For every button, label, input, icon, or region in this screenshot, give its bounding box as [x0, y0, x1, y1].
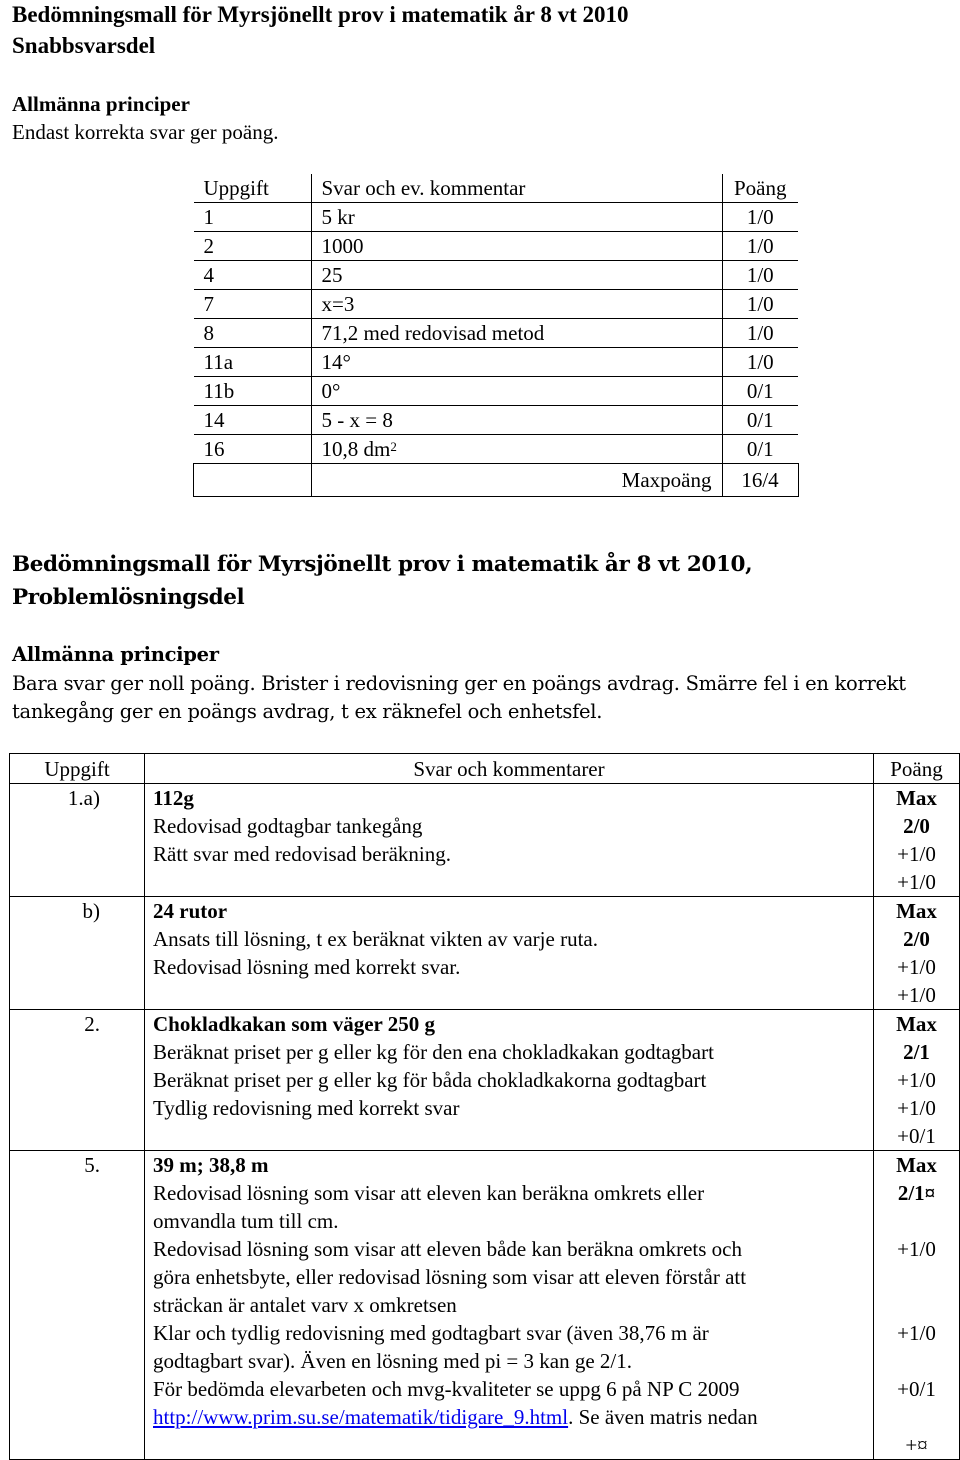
criterion-points: +1/0 — [897, 955, 936, 979]
answer-text: 112g — [153, 786, 194, 810]
section1-principles-text: Endast korrekta svar ger poäng. — [12, 120, 279, 144]
criterion-text: Ansats till lösning, t ex beräknat vikten av varje ruta. — [153, 927, 598, 951]
criterion-points: +1/0 — [897, 1068, 936, 1092]
answer-cell: 5 - x = 8 — [311, 406, 722, 435]
points-cell: 0/1 — [722, 377, 798, 406]
section1-title-line2: Snabbsvarsdel — [12, 33, 156, 58]
table-header-row — [194, 174, 799, 203]
answer-cell: x=3 — [311, 290, 722, 319]
criterion-text: omvandla tum till cm. — [153, 1209, 339, 1233]
task-cell: 11a — [194, 348, 312, 377]
criterion-points: +1/0 — [897, 842, 936, 866]
points-cell: 1/0 — [722, 203, 798, 232]
problem-solving-table — [9, 753, 960, 1460]
table-total-row — [194, 464, 799, 497]
task-cell: 1.a) — [10, 784, 145, 897]
criterion-points: +0/1 — [897, 1124, 936, 1148]
empty-cell — [194, 464, 312, 497]
points-cell: 0/1 — [722, 406, 798, 435]
section2-principles-heading: Allmänna principer — [12, 643, 219, 666]
task-cell: 4 — [194, 261, 312, 290]
criterion-points: +0/1 — [897, 1377, 936, 1401]
table-row — [10, 1151, 960, 1460]
section2-principles-line2: tankegång ger en poängs avdrag, t ex räknefel och enhetsfel. — [12, 700, 603, 723]
table-row — [194, 348, 799, 377]
answer-cell — [145, 1151, 874, 1460]
criterion-text: Beräknat priset per g eller kg för båda chokladkakorna godtagbart — [153, 1068, 707, 1092]
spacer — [882, 1347, 951, 1375]
points-cell — [874, 784, 960, 897]
points-cell: 1/0 — [722, 348, 798, 377]
points-cell: 1/0 — [722, 232, 798, 261]
header-answer: Svar och kommentarer — [145, 754, 874, 784]
criterion-text: Redovisad lösning som visar att eleven både kan beräkna omkrets och — [153, 1237, 743, 1261]
criterion-text: Klar och tydlig redovisning med godtagbart svar (även 38,76 m är — [153, 1321, 709, 1345]
header-task: Uppgift — [10, 754, 145, 784]
table-row — [194, 377, 799, 406]
header-points: Poäng — [874, 754, 960, 784]
points-cell: 1/0 — [722, 261, 798, 290]
answer-cell — [145, 1010, 874, 1151]
answer-text: 24 rutor — [153, 899, 228, 923]
task-cell: 11b — [194, 377, 312, 406]
points-cell — [874, 897, 960, 1010]
section1-principles-heading: Allmänna principer — [12, 92, 190, 116]
max-points: Max 2/1 — [896, 1012, 937, 1064]
header-answer: Svar och ev. kommentar — [311, 174, 722, 203]
table-header-row — [10, 754, 960, 784]
criterion-text: Redovisad lösning med korrekt svar. — [153, 955, 461, 979]
answer-cell — [311, 435, 722, 464]
superscript-exponent: 2 — [390, 438, 397, 454]
criterion-text: göra enhetsbyte, eller redovisad lösning som visar att eleven förstår att — [153, 1265, 747, 1289]
max-value: 16/4 — [722, 464, 798, 497]
max-points: Max 2/0 — [896, 899, 937, 951]
criterion-text: Redovisad godtagbar tankegång — [153, 814, 423, 838]
criterion-text: sträckan är antalet varv x omkretsen — [153, 1293, 457, 1317]
max-points: Max 2/1¤ — [896, 1153, 937, 1205]
quick-answer-table — [193, 174, 799, 497]
criterion-points: +1/0 — [897, 870, 936, 894]
header-points: Poäng — [722, 174, 798, 203]
points-cell: 0/1 — [722, 435, 798, 464]
answer-cell: 5 kr — [311, 203, 722, 232]
task-cell: 2 — [194, 232, 312, 261]
table-row — [194, 232, 799, 261]
table-row — [10, 1010, 960, 1151]
spacer — [882, 1207, 951, 1235]
table-row — [10, 784, 960, 897]
spacer — [882, 1291, 951, 1319]
task-cell: 7 — [194, 290, 312, 319]
answer-cell: 71,2 med redovisad metod — [311, 319, 722, 348]
criterion-text-tail: . Se även matris nedan — [568, 1405, 758, 1429]
answer-cell: 25 — [311, 261, 722, 290]
points-cell — [874, 1010, 960, 1151]
table-row — [194, 406, 799, 435]
section1-title-line1: Bedömningsmall för Myrsjönellt prov i matematik år 8 vt 2010 — [12, 2, 629, 27]
answer-cell — [145, 784, 874, 897]
spacer — [882, 1263, 951, 1291]
task-cell: b) — [10, 897, 145, 1010]
section2-principles-line1: Bara svar ger noll poäng. Brister i redovisning ger en poängs avdrag. Smärre fel i en korrekt — [12, 672, 906, 695]
points-cell — [874, 1151, 960, 1460]
task-cell: 14 — [194, 406, 312, 435]
criterion-text: Beräknat priset per g eller kg för den ena chokladkakan godtagbart — [153, 1040, 714, 1064]
answer-cell: 1000 — [311, 232, 722, 261]
task-cell: 2. — [10, 1010, 145, 1151]
answer-cell: 14° — [311, 348, 722, 377]
table-row — [194, 319, 799, 348]
table-row — [194, 203, 799, 232]
table-row — [10, 897, 960, 1010]
task-cell: 5. — [10, 1151, 145, 1460]
max-points: Max 2/0 — [896, 786, 937, 838]
criterion-text: Tydlig redovisning med korrekt svar — [153, 1096, 460, 1120]
criterion-text: Rätt svar med redovisad beräkning. — [153, 842, 451, 866]
points-cell: 1/0 — [722, 290, 798, 319]
criterion-points: +1/0 — [897, 983, 936, 1007]
answer-cell: 0° — [311, 377, 722, 406]
table-row — [194, 290, 799, 319]
max-label: Maxpoäng — [311, 464, 722, 497]
points-cell: 1/0 — [722, 319, 798, 348]
task-cell: 16 — [194, 435, 312, 464]
criterion-points: +1/0 — [897, 1096, 936, 1120]
criterion-text: Redovisad lösning som visar att eleven kan beräkna omkrets eller — [153, 1181, 705, 1205]
criterion-points: +1/0 — [897, 1321, 936, 1345]
section2-title-line1: Bedömningsmall för Myrsjönellt prov i matematik år 8 vt 2010, — [12, 552, 753, 577]
task-cell: 8 — [194, 319, 312, 348]
criterion-points: +1/0 — [897, 1237, 936, 1261]
table-row — [194, 261, 799, 290]
section2-title-line2: Problemlösningsdel — [12, 585, 245, 610]
spacer — [882, 1403, 951, 1431]
answer-text: 10,8 dm — [321, 436, 391, 461]
criterion-text: För bedömda elevarbeten och mvg-kvaliteter se uppg 6 på NP C 2009 — [153, 1377, 740, 1401]
answer-text: Chokladkakan som väger 250 g — [153, 1012, 436, 1036]
answer-text: 39 m; 38,8 m — [153, 1153, 269, 1177]
criterion-points: +¤ — [905, 1433, 928, 1457]
criterion-text — [153, 1403, 865, 1431]
criterion-text: godtagbart svar). Även en lösning med pi = 3 kan ge 2/1. — [153, 1349, 632, 1373]
table-row — [194, 435, 799, 464]
task-cell: 1 — [194, 203, 312, 232]
header-task: Uppgift — [194, 174, 312, 203]
answer-cell — [145, 897, 874, 1010]
reference-link[interactable]: http://www.prim.su.se/matematik/tidigare_9.html — [153, 1405, 569, 1429]
